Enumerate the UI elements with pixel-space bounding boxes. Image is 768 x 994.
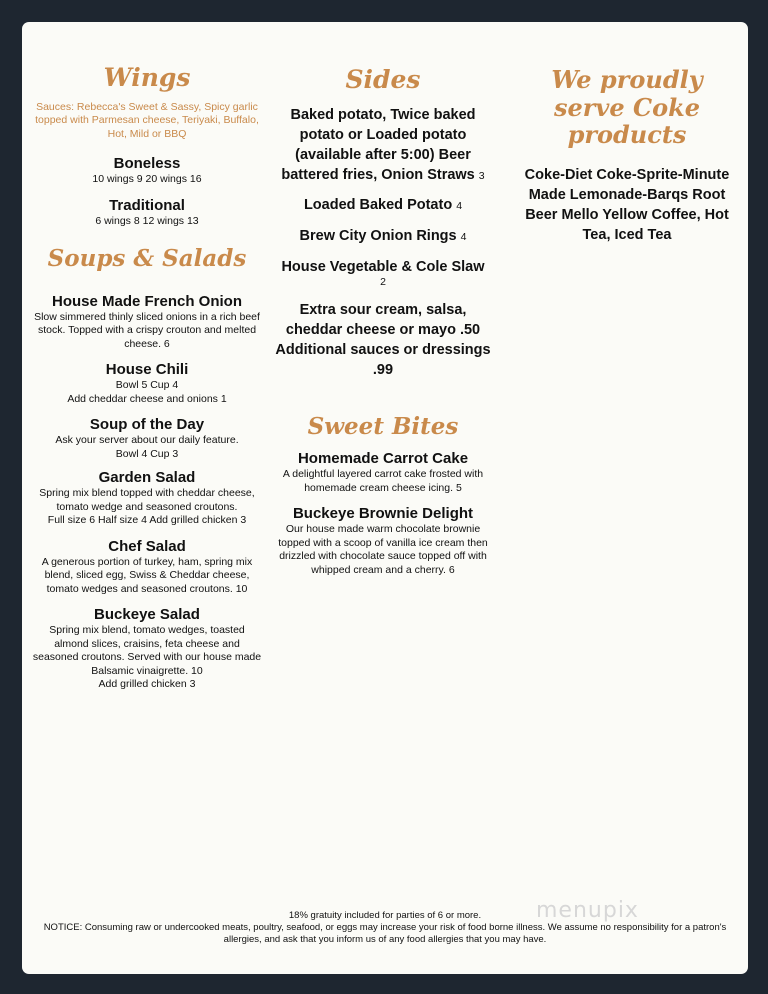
item-name: Traditional [109,196,185,214]
sides-heading: Sides [345,65,421,94]
item-name: Chef Salad [108,537,186,555]
item-name: Homemade Carrot Cake [297,450,469,468]
side-item-vegetable-slaw [272,257,494,288]
menu-item-carrot-cake [272,450,494,495]
item-desc: Spring mix blend topped with cheddar cheese, tomato wedge and seasoned croutons. [39,487,255,513]
middle-column [272,22,494,577]
item-name: House Chili [105,361,189,379]
side-item-loaded-potato [272,195,494,216]
item-extra: Add grilled chicken 3 [98,678,196,691]
drinks-list: Coke-Diet Coke-Sprite-Minute Made Lemonade-Barqs Root Beer Mello Yellow Coffee, Hot Tea, Iced Tea [524,166,730,243]
item-name: Buckeye Salad [94,606,200,624]
item-name: Garden Salad [98,469,196,487]
menu-page [22,22,748,974]
menu-item-boneless [32,155,262,187]
sweet-bites-heading: Sweet Bites [307,412,459,440]
side-price: 3 [478,169,485,182]
side-item-extras [272,300,494,380]
menu-item-brownie [272,505,494,577]
wings-sauces: Sauces: Rebecca's Sweet & Sassy, Spicy garlic topped with Parmesan cheese, Teriyaki, Buffalo, Hot, Mild or BBQ [35,100,259,140]
item-name: Soup of the Day [89,416,205,434]
item-desc: 6 wings 8 12 wings 13 [95,214,199,227]
left-column [32,22,262,692]
item-desc: Ask your server about our daily feature. [55,434,239,447]
item-desc: Slow simmered thinly sliced onions in a rich beef stock. Topped with a crispy crouton and melted cheese. 6 [34,310,260,350]
wings-heading: Wings [103,63,191,92]
right-column [512,22,742,245]
menu-item-chef-salad [32,538,262,597]
coke-heading: We proudly serve Coke products [551,65,703,150]
item-desc: A delightful layered carrot cake frosted with homemade cream cheese icing. 5 [282,468,484,494]
item-desc: A generous portion of turkey, ham, spring mix blend, sliced egg, Swiss & Cheddar cheese, tomato wedges and seasoned croutons. 10 [41,555,253,595]
side-text: Baked potato, Twice baked potato or Loaded potato (available after 5:00) Beer battered fries, Onion Straws [281,106,476,183]
side-text: Brew City Onion Rings [299,227,457,244]
item-desc: Our house made warm chocolate brownie topped with a scoop of vanilla ice cream then drizzled with chocolate sauce topped off with whipped cream and a cherry. 6 [278,523,488,576]
item-desc: 10 wings 9 20 wings 16 [92,173,202,186]
side-text: House Vegetable & Cole Slaw [281,258,485,275]
side-item-onion-rings [272,226,494,247]
item-extra: Full size 6 Half size 4 Add grilled chicken 3 [47,514,247,527]
item-extra: Bowl 4 Cup 3 [115,447,179,460]
item-extra: Add cheddar cheese and onions 1 [67,392,227,405]
item-desc: Bowl 5 Cup 4 [115,379,179,392]
item-name: Buckeye Brownie Delight [292,505,474,523]
side-price: 4 [456,199,463,212]
watermark: menupix [536,898,639,923]
menu-item-garden-salad [32,469,262,528]
menu-item-traditional [32,197,262,229]
menu-item-soup-of-day [32,416,262,461]
item-desc: Spring mix blend, tomato wedges, toasted almond slices, craisins, feta cheese and seasoned croutons. Served with our house made Balsamic vinaigrette. 10 [32,624,262,677]
side-price: 2 [380,275,386,288]
menu-item-french-onion [32,293,262,352]
item-name: House Made French Onion [51,292,243,310]
gratuity-note: 18% gratuity included for parties of 6 or more. [288,910,482,921]
footer [22,910,748,946]
side-text: Loaded Baked Potato [303,196,453,213]
side-price: 4 [460,230,467,243]
side-item-potatoes [272,105,494,186]
menu-item-house-chili [32,361,262,406]
notice-text: NOTICE: Consuming raw or undercooked meats, poultry, seafood, or eggs may increase your risk of food borne illness. We assume no responsibility for a patron's allergies, and ask that you inform us of any food allergies that you may have. [43,922,727,945]
soups-salads-heading: Soups & Salads [47,245,247,273]
menu-item-buckeye-salad [32,606,262,692]
item-name: Boneless [113,155,181,173]
side-text: Extra sour cream, salsa, cheddar cheese or mayo .50 Additional sauces or dressings .99 [275,301,491,378]
